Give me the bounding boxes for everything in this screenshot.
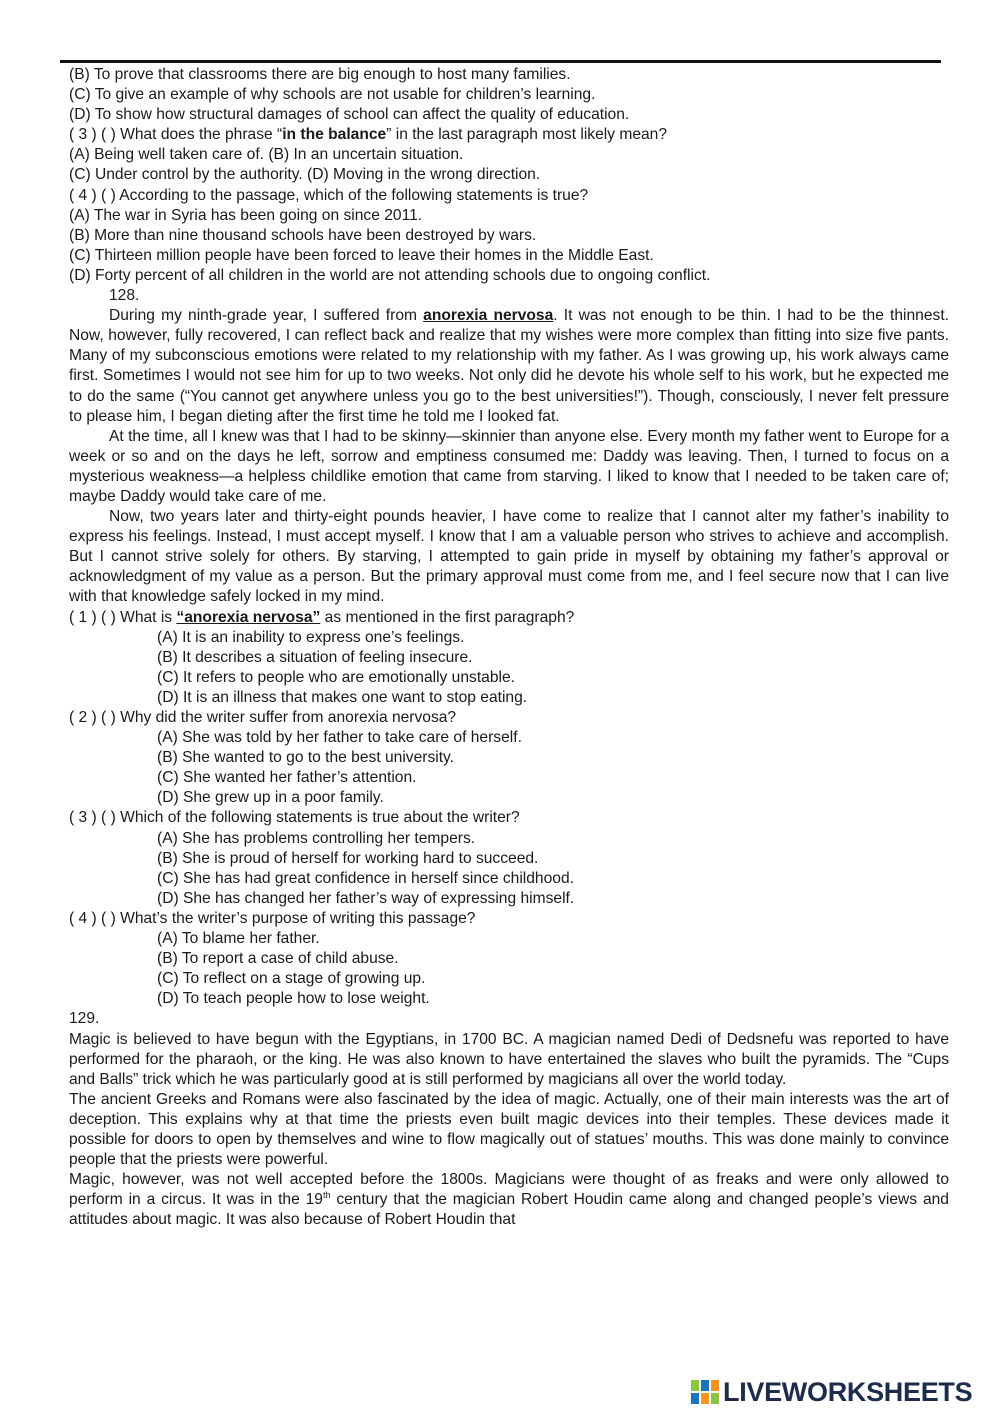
question-option: (A) Being well taken care of. (B) In an uncertain situation. [69, 146, 464, 164]
question-option: (C) Thirteen million people have been forced to leave their homes in the Middle East. [69, 246, 654, 264]
question-option: (D) To teach people how to lose weight. [157, 990, 430, 1008]
question-stem-suffix: ” in the last paragraph most likely mean? [386, 126, 668, 144]
question-option: (B) It describes a situation of feeling insecure. [157, 648, 473, 666]
phrase-in-the-balance: in the balance [282, 126, 387, 144]
question-stem-prefix: ( 3 ) ( ) What does the phrase “ [69, 126, 283, 144]
passage-paragraph [69, 1170, 949, 1230]
question-option: (D) To show how structural damages of school can affect the quality of education. [69, 106, 630, 124]
question-stem: ( 4 ) ( ) According to the passage, which of the following statements is true? [69, 186, 589, 204]
question-option: (B) To prove that classrooms there are big enough to host many families. [69, 66, 571, 83]
passage-paragraph: The ancient Greeks and Romans were also fascinated by the idea of magic. Actually, one of their main interests was the art of deception. This explains why at that time the priests even built magic devices into their temples. These devices made it possible for doors to open by themselves and wine to flow magically out of statues’ mouths. This was done mainly to convince people that the priests were powerful. [69, 1090, 949, 1169]
term-anorexia-nervosa-quoted: “anorexia nervosa” [176, 608, 321, 626]
passage-paragraph: At the time, all I knew was that I had to be skinny—skinnier than anyone else. Every month my father went to Europe for a week or so and on the days he left, sorrow and emptiness consumed me: Daddy was leaving. Then, I turned to focus on a mysterious weakness—a helpless childlike emotion that came from starving. I liked to know that I needed to be taken care of; maybe Daddy would take care of me. [69, 427, 949, 505]
question-option: (D) Forty percent of all children in the world are not attending schools due to ongoing conflict. [69, 266, 711, 284]
passage-paragraph [69, 306, 949, 427]
question-option: (B) To report a case of child abuse. [157, 950, 399, 968]
question-option: (A) It is an inability to express one’s feelings. [157, 628, 465, 646]
passage-number: 128. [109, 287, 140, 305]
question-option: (D) She has changed her father’s way of expressing himself. [157, 889, 575, 907]
question-option: (C) She wanted her father’s attention. [157, 769, 417, 787]
passage-paragraph: Now, two years later and thirty-eight pounds heavier, I have come to realize that I cannot alter my father’s inability to express his feelings. Instead, I must accept myself. I know that I am a valuable person who strives to achieve and accomplish. But I cannot strive solely for others. By starving, I attempted to gain pride in myself by obtaining my father’s approval or acknowledgment of my value as a person. But the primary approval must come from me, and I feel secure now that I can live with that knowledge safely locked in my mind. [69, 508, 949, 606]
ordinal-superscript: th [322, 1190, 331, 1201]
question-option: (A) The war in Syria has been going on since 2011. [69, 206, 423, 224]
passage-number: 129. [69, 1010, 100, 1028]
question-stem: ( 3 ) ( ) Which of the following statements is true about the writer? [69, 809, 520, 827]
question-stem: ( 2 ) ( ) Why did the writer suffer from anorexia nervosa? [69, 709, 457, 726]
question-option: (D) It is an illness that makes one want to stop eating. [157, 688, 528, 706]
question-option: (C) To give an example of why schools are not usable for children’s learning. [69, 86, 596, 104]
paragraph-text: During my ninth-grade year, I suffered from [109, 307, 424, 325]
question-stem [69, 125, 949, 145]
question-option: (C) It refers to people who are emotionally unstable. [157, 668, 515, 686]
term-anorexia-nervosa: anorexia nervosa [423, 307, 554, 325]
question-option: (C) To reflect on a stage of growing up. [157, 970, 426, 988]
question-option: (A) To blame her father. [157, 930, 320, 948]
question-stem: ( 4 ) ( ) What’s the writer’s purpose of writing this passage? [69, 909, 476, 927]
liveworksheets-icon [690, 1377, 720, 1407]
liveworksheets-logo[interactable] [690, 1374, 990, 1410]
passage-paragraph: Magic is believed to have begun with the Egyptians, in 1700 BC. A magician named Dedi of Dedsnefu was reported to have performed for the pharaoh, or the king. He was also known to have entertained the slaves who built the pyramids. The “Cups and Balls” trick which he was particularly good at is still performed by magicians all over the world today. [69, 1030, 949, 1088]
worksheet-page [69, 65, 949, 1230]
paragraph-text: century that the magician Robert Houdin came along and changed people’s views and attitudes about magic. It was also because of Robert Houdin that [69, 1191, 949, 1229]
brand-name: LIVEWORKSHEETS [723, 1376, 973, 1407]
top-rule [60, 60, 941, 63]
paragraph-text: . It was not enough to be thin. I had to be the thinnest. Now, however, fully recovered, I can reflect back and realize that my wishes were more complex than fitting into size five pants. Many of my subconscious emotions were related to my relationship with my father. As I was growing up, his work always came first. Sometimes I would not see him for up to two weeks. Not only did he devote his whole self to his work, but he expected me to do the same (“You cannot get anywhere unless you go to the best universities!”). Though, consciously, I never felt pressure to please him, I began dieting after the first time he told me I looked fat. [69, 307, 949, 425]
question-option: (B) More than nine thousand schools have been destroyed by wars. [69, 226, 537, 244]
question-option: (C) Under control by the authority. (D) Moving in the wrong direction. [69, 166, 541, 184]
question-option: (A) She was told by her father to take care of herself. [157, 729, 522, 747]
question-stem [69, 608, 949, 628]
question-stem-suffix: as mentioned in the first paragraph? [320, 608, 575, 626]
question-option: (B) She is proud of herself for working hard to succeed. [157, 849, 539, 867]
question-option: (B) She wanted to go to the best university. [157, 749, 455, 767]
question-option: (D) She grew up in a poor family. [157, 789, 384, 807]
question-stem-prefix: ( 1 ) ( ) What is [69, 608, 177, 626]
paragraph-text: Magic, however, was not well accepted before the 1800s. Magicians were thought of as freaks and were only allowed to perform in a circus. It was in the 19 [69, 1171, 949, 1209]
question-option: (A) She has problems controlling her tempers. [157, 829, 476, 847]
question-option: (C) She has had great confidence in herself since childhood. [157, 869, 574, 887]
